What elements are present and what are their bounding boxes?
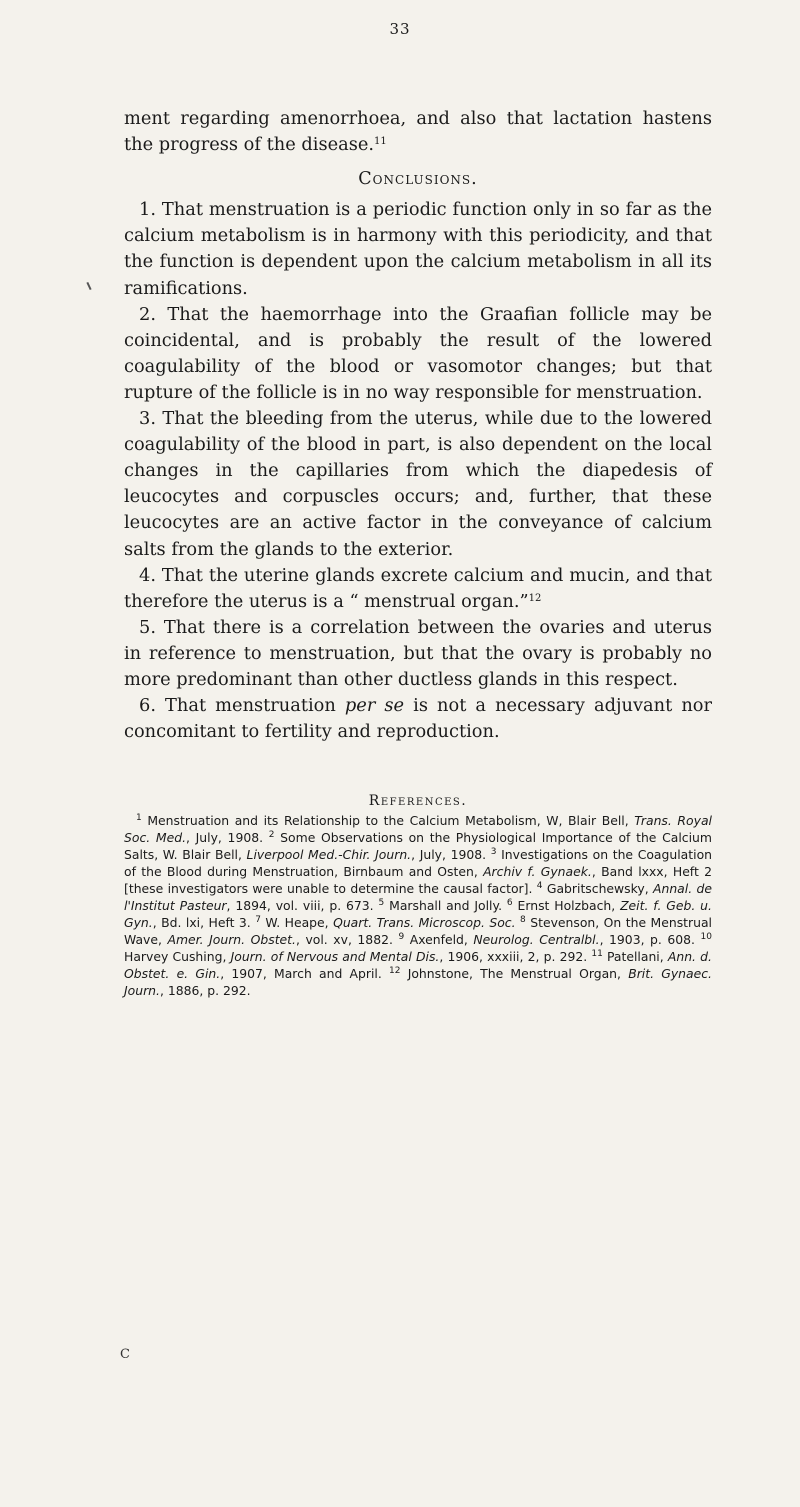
ref-number: 12 bbox=[389, 966, 401, 976]
ref-details: , vol. xv, 1882. bbox=[295, 932, 399, 947]
ref-text: Menstruation and its Relationship to the Calcium Metabolism, W, Blair Bell, bbox=[147, 813, 635, 828]
reference-entry bbox=[398, 932, 700, 947]
conclusion-text: 6. That menstruation bbox=[139, 695, 345, 717]
ref-number: 2 bbox=[268, 830, 275, 840]
ref-text: Some Observations on the Physiological Importance of the Calcium Salts, W. Blair Bell, bbox=[124, 830, 712, 862]
ref-details: , 1906, xxxiii, 2, p. 292. bbox=[439, 949, 592, 964]
ref-journal: Journ. of Nervous and Mental Dis. bbox=[230, 949, 440, 964]
ref-details: , July, 1908. bbox=[186, 830, 269, 845]
references-list bbox=[124, 812, 712, 999]
ref-number: 9 bbox=[398, 932, 405, 942]
ref-details: , July, 1908. bbox=[411, 847, 491, 862]
ref-journal: Amer. Journ. Obstet. bbox=[167, 932, 296, 947]
ref-journal: Quart. Trans. Microscop. Soc. bbox=[333, 915, 516, 930]
opening-text: ment regarding amenorrhoea, and also that lactation hastens the progress of the disease. bbox=[124, 108, 712, 156]
ref-number: 1 bbox=[136, 813, 142, 823]
ref-number: 6 bbox=[506, 898, 513, 908]
ref-details: , Bd. lxi, Heft 3. bbox=[152, 915, 256, 930]
footnote-ref: 12 bbox=[528, 592, 542, 604]
conclusion-item: 1. That menstruation is a periodic function only in so far as the calcium metabolism is in harmony with this periodicity, and that the function is dependent upon the calcium metabolism in all its ramifications. bbox=[124, 199, 712, 299]
ref-text: Axenfeld, bbox=[409, 932, 474, 947]
conclusion-item: 2. That the haemorrhage into the Graafian follicle may be coincidental, and is probably the result of the lowered coagulability of the blood or vasomotor changes; but that rupture of the follicle is in no way responsible for menstruation. bbox=[124, 303, 712, 403]
conclusions-heading: Conclusions. bbox=[358, 169, 478, 190]
ref-text: Harvey Cushing, bbox=[124, 949, 231, 964]
ref-text: Ernst Holzbach, bbox=[517, 898, 621, 913]
ref-details: , Band lxxx, Heft 2 [these investigators were unable to determine the causal factor]. bbox=[124, 864, 712, 896]
conclusion-item bbox=[124, 563, 712, 615]
ref-text: Investigations on the Coagulation of the Blood during Menstruation, Birnbaum and Osten, bbox=[124, 847, 713, 879]
references-section bbox=[124, 793, 712, 999]
ref-journal: Archiv f. Gynaek. bbox=[483, 864, 592, 879]
ref-text: W. Heape, bbox=[265, 915, 334, 930]
ref-journal: Trans. Royal Soc. Med. bbox=[124, 813, 712, 845]
conclusion-text: is not a necessary adjuvant nor concomitant to fertility and reproduction. bbox=[124, 695, 712, 743]
ref-details: , 1886, p. 292. bbox=[159, 983, 251, 998]
ref-journal: Brit. Gynaec. Journ. bbox=[124, 966, 712, 998]
ref-number: 7 bbox=[255, 915, 261, 925]
ref-text: Johnstone, The Menstrual Organ, bbox=[407, 966, 629, 981]
ref-text: Stevenson, On the Menstrual Wave, bbox=[124, 915, 712, 947]
conclusion-item: 5. That there is a correlation between the ovaries and uterus in reference to menstruation, but that the ovary is probably no more predominant than other ductless glands in this respect. bbox=[124, 616, 712, 690]
conclusion-item: 3. That the bleeding from the uterus, while due to the lowered coagulability of the blood in part, is also dependent on the local changes in the capillaries from which the diapedesis of leucocytes and corpuscles occurs; and, further, that these leucocytes are an active factor in the conveyance of calcium salts from the glands to the exterior. bbox=[124, 408, 712, 560]
ref-text: Marshall and Jolly. bbox=[389, 898, 507, 913]
ref-journal: Neurolog. Centralbl. bbox=[473, 932, 600, 947]
ref-number: 11 bbox=[591, 949, 603, 959]
conclusion-text: 4. That the uterine glands excrete calcium and mucin, and that therefore the uterus is a “ menstrual organ.” bbox=[124, 564, 712, 612]
ref-text: Gabritschewsky, bbox=[546, 881, 653, 896]
conclusion-item bbox=[124, 693, 712, 745]
main-text bbox=[124, 106, 712, 745]
signature-mark: C bbox=[120, 1347, 130, 1362]
ref-number: 5 bbox=[378, 898, 385, 908]
latin-phrase: per se bbox=[344, 695, 405, 717]
ref-number: 8 bbox=[520, 915, 526, 925]
margin-mark bbox=[86, 282, 91, 290]
ref-journal: Annal. de l'Institut Pasteur bbox=[124, 881, 712, 913]
ref-details: , 1903, p. 608. bbox=[599, 932, 701, 947]
reference-entry bbox=[255, 915, 520, 930]
opening-paragraph bbox=[124, 106, 712, 158]
ref-journal: Ann. d. Obstet. e. Gin. bbox=[124, 949, 712, 981]
ref-journal: Zeit. f. Geb. u. Gyn. bbox=[124, 898, 712, 930]
ref-details: , 1907, March and April. bbox=[220, 966, 390, 981]
footnote-ref: 11 bbox=[374, 136, 387, 148]
page-number: 33 bbox=[389, 20, 411, 38]
ref-journal: Liverpool Med.-Chir. Journ. bbox=[246, 847, 412, 862]
ref-details: , 1894, vol. viii, p. 673. bbox=[226, 898, 379, 913]
ref-number: 3 bbox=[490, 847, 497, 857]
references-heading: References. bbox=[368, 793, 468, 809]
ref-number: 4 bbox=[536, 881, 543, 891]
ref-number: 10 bbox=[700, 932, 712, 942]
reference-entry bbox=[379, 898, 507, 913]
ref-text: Patellani, bbox=[606, 949, 668, 964]
